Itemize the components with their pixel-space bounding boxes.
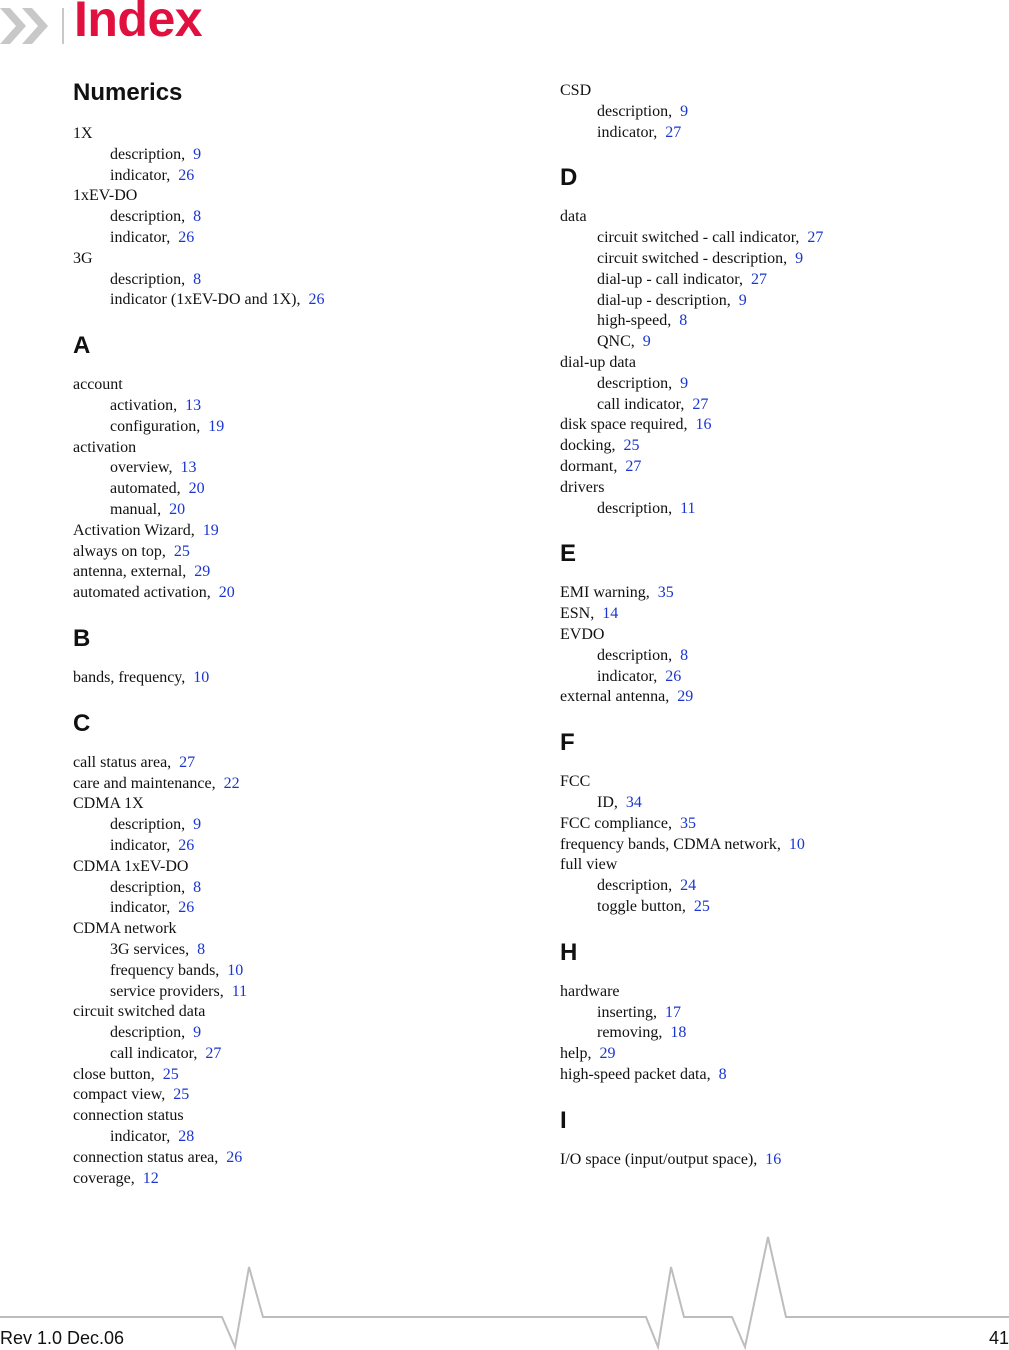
entry-text: automated activation, (73, 584, 211, 602)
page-header (0, 0, 400, 56)
entry-text: circuit switched - description, (597, 249, 788, 267)
entry-text: overview, (110, 459, 173, 477)
index-subentry (73, 1044, 493, 1065)
entry-text: EVDO (560, 625, 605, 643)
page-link[interactable]: 10 (227, 961, 244, 979)
entry-text: dial-up data (560, 353, 636, 371)
entry-text: high-speed packet data, (560, 1065, 711, 1083)
index-subentry (73, 815, 493, 836)
index-section (73, 78, 493, 311)
index-subentry (73, 1127, 493, 1148)
page-link[interactable]: 9 (795, 249, 804, 267)
index-entry (73, 186, 493, 207)
index-entry (560, 814, 980, 835)
index-section (73, 604, 493, 689)
entry-text: I/O space (input/output space), (560, 1150, 758, 1168)
entry-text: description, (597, 102, 673, 120)
entry-text: external antenna, (560, 688, 670, 706)
page-link[interactable]: 27 (205, 1044, 222, 1062)
index-entry (73, 1065, 493, 1086)
page-link[interactable]: 26 (665, 667, 682, 685)
page-link[interactable]: 22 (223, 774, 240, 792)
page-link[interactable]: 26 (308, 291, 325, 309)
index-entry (560, 81, 980, 102)
entry-text: always on top, (73, 542, 166, 560)
page-link[interactable]: 10 (193, 668, 210, 686)
entry-text: activation (73, 438, 137, 456)
page-link[interactable]: 20 (169, 500, 186, 518)
page-link[interactable]: 24 (680, 877, 697, 895)
index-subentry (560, 332, 980, 353)
entry-text: description, (110, 270, 186, 288)
index-entry (560, 583, 980, 604)
index-subentry (560, 270, 980, 291)
entry-text: ID, (597, 793, 618, 811)
index-entry (560, 625, 980, 646)
page-title: Index (74, 0, 203, 47)
page-link[interactable]: 27 (665, 123, 682, 141)
entry-text: automated, (110, 480, 181, 498)
index-entry (73, 857, 493, 878)
page-link[interactable]: 8 (193, 208, 202, 226)
index-subentry (73, 396, 493, 417)
page-link[interactable]: 8 (193, 270, 202, 288)
index-subentry (560, 793, 980, 814)
entry-text: CDMA 1X (73, 795, 144, 813)
index-entry (560, 1044, 980, 1065)
section-heading: A (73, 332, 91, 360)
entry-text: coverage, (73, 1169, 135, 1187)
index-section (560, 81, 980, 143)
entry-text: FCC (560, 773, 591, 791)
entry-text: description, (597, 499, 673, 517)
page-link[interactable]: 12 (142, 1169, 159, 1187)
index-subentry (73, 500, 493, 521)
page-link[interactable]: 25 (623, 437, 640, 455)
section-heading: B (73, 624, 91, 652)
index-entry (73, 124, 493, 145)
entry-text: CDMA network (73, 920, 177, 938)
index-subentry (73, 458, 493, 479)
index-subentry (560, 1023, 980, 1044)
entry-text: description, (597, 877, 673, 895)
entry-text: indicator, (110, 899, 171, 917)
entry-text: QNC, (597, 333, 635, 351)
chevrons-logo-icon (0, 4, 72, 48)
entry-text: high-speed, (597, 312, 672, 330)
index-subentry (73, 228, 493, 249)
entry-text: activation, (110, 396, 178, 414)
index-entry (560, 478, 980, 499)
section-heading: Numerics (73, 79, 183, 106)
page-link[interactable]: 29 (677, 688, 694, 706)
entry-text: full view (560, 856, 618, 874)
entry-text: call status area, (73, 753, 172, 771)
page-link[interactable]: 9 (193, 1024, 202, 1042)
entry-text: data (560, 208, 587, 226)
footer-wave-line (0, 1235, 1009, 1350)
page-link[interactable]: 20 (188, 480, 205, 498)
index-entry (560, 604, 980, 625)
entry-text: help, (560, 1045, 592, 1063)
page-link[interactable]: 26 (178, 228, 195, 246)
index-entry (73, 1002, 493, 1023)
index-entry (73, 794, 493, 815)
index-subentry (560, 374, 980, 395)
page-link[interactable]: 19 (208, 417, 225, 435)
index-entry (73, 919, 493, 940)
index-entry (73, 668, 493, 689)
page-link[interactable]: 16 (765, 1150, 782, 1168)
entry-text: indicator, (110, 836, 171, 854)
index-subentry (73, 898, 493, 919)
page-link[interactable]: 26 (178, 836, 195, 854)
entry-text: call indicator, (597, 395, 685, 413)
entry-text: connection status (73, 1107, 184, 1125)
index-subentry (560, 311, 980, 332)
page-link[interactable]: 27 (625, 457, 642, 475)
index-subentry (560, 291, 980, 312)
index-entry (73, 583, 493, 604)
page-link[interactable]: 26 (178, 899, 195, 917)
index-entry (73, 249, 493, 270)
page-link[interactable]: 9 (738, 291, 747, 309)
entry-text: description, (110, 145, 186, 163)
entry-text: 1X (73, 125, 93, 142)
page-link[interactable]: 13 (185, 396, 202, 414)
entry-text: indicator, (597, 667, 658, 685)
index-subentry (560, 897, 980, 918)
page-link[interactable]: 9 (680, 102, 689, 120)
entry-text: indicator (1xEV-DO and 1X), (110, 291, 301, 309)
index-entry (73, 1085, 493, 1106)
section-heading: D (560, 164, 578, 192)
entry-text: account (73, 376, 123, 394)
index-subentry (73, 270, 493, 291)
entry-text: hardware (560, 982, 620, 1000)
entry-text: configuration, (110, 417, 201, 435)
entry-text: bands, frequency, (73, 668, 186, 686)
index-left-column (73, 78, 493, 1189)
section-heading: H (560, 938, 578, 966)
entry-text: 3G services, (110, 940, 190, 958)
index-section (560, 918, 980, 1086)
page-link[interactable]: 9 (642, 333, 651, 351)
page-link[interactable]: 9 (193, 816, 202, 834)
index-subentry (560, 876, 980, 897)
index-right-column (560, 81, 980, 1170)
page-link[interactable]: 27 (750, 270, 767, 288)
index-subentry (73, 940, 493, 961)
entry-text: antenna, external, (73, 563, 187, 581)
entry-text: 3G (73, 249, 93, 267)
entry-text: close button, (73, 1065, 155, 1083)
entry-text: circuit switched - call indicator, (597, 229, 800, 247)
page-link[interactable]: 20 (218, 584, 235, 602)
entry-text: description, (110, 878, 186, 896)
index-entry (73, 1169, 493, 1190)
index-subentry (73, 961, 493, 982)
index-entry (73, 774, 493, 795)
index-entry (560, 436, 980, 457)
index-subentry (73, 836, 493, 857)
page-link[interactable]: 17 (665, 1003, 681, 1021)
footer-page-number: 41 (988, 1328, 1009, 1348)
index-entry (73, 753, 493, 774)
entry-text: ESN, (560, 605, 595, 623)
entry-text: indicator, (110, 166, 171, 184)
index-subentry (73, 290, 493, 311)
entry-text: FCC compliance, (560, 814, 672, 832)
index-subentry (560, 123, 980, 144)
page-link[interactable]: 25 (173, 542, 190, 560)
index-entry (73, 438, 493, 459)
entry-text: frequency bands, CDMA network, (560, 835, 781, 853)
entry-text: CDMA 1xEV-DO (73, 857, 189, 875)
entry-text: disk space required, (560, 416, 688, 434)
page-link[interactable]: 19 (202, 521, 219, 539)
section-heading: E (560, 540, 577, 568)
index-section (73, 689, 493, 1190)
page-link[interactable]: 13 (180, 459, 197, 477)
entry-text: drivers (560, 478, 605, 496)
index-subentry (560, 102, 980, 123)
index-subentry (73, 166, 493, 187)
index-entry (560, 1065, 980, 1086)
page-link[interactable]: 28 (178, 1128, 195, 1146)
index-entry (560, 1150, 980, 1171)
index-subentry (560, 646, 980, 667)
entry-text: manual, (110, 500, 162, 518)
entry-text: compact view, (73, 1086, 166, 1104)
index-subentry (73, 417, 493, 438)
page-link[interactable]: 25 (693, 897, 710, 915)
page-link[interactable]: 8 (197, 940, 206, 958)
entry-text: indicator, (597, 123, 658, 141)
index-entry (73, 375, 493, 396)
entry-text: dormant, (560, 457, 618, 475)
index-entry (73, 1106, 493, 1127)
page-link[interactable]: 14 (602, 605, 619, 623)
index-subentry (560, 228, 980, 249)
index-entry (560, 855, 980, 876)
entry-text: description, (110, 208, 186, 226)
index-subentry (73, 1023, 493, 1044)
entry-text: inserting, (597, 1003, 657, 1021)
index-entry (73, 542, 493, 563)
page-link[interactable]: 27 (807, 229, 824, 247)
section-heading: F (560, 729, 575, 757)
index-entry (560, 982, 980, 1003)
index-subentry (560, 667, 980, 688)
entry-text: description, (110, 816, 186, 834)
entry-text: description, (597, 646, 673, 664)
index-subentry (73, 982, 493, 1003)
page-link[interactable]: 29 (599, 1045, 616, 1063)
entry-text: connection status area, (73, 1148, 219, 1166)
entry-text: service providers, (110, 982, 224, 1000)
index-entry (73, 521, 493, 542)
page-link[interactable]: 8 (718, 1065, 727, 1083)
index-section (560, 143, 980, 519)
page-link[interactable]: 25 (162, 1065, 179, 1083)
index-subentry (560, 499, 980, 520)
page-link[interactable]: 11 (680, 499, 696, 517)
entry-text: Activation Wizard, (73, 521, 195, 539)
index-section (560, 519, 980, 708)
page-link[interactable]: 26 (178, 166, 195, 184)
page-link[interactable]: 29 (194, 563, 211, 581)
index-entry (560, 415, 980, 436)
index-section (560, 708, 980, 918)
index-subentry (73, 207, 493, 228)
page-link[interactable]: 8 (680, 646, 689, 664)
index-entry (560, 353, 980, 374)
index-entry (73, 1148, 493, 1169)
entry-text: indicator, (110, 1128, 171, 1146)
page-link[interactable]: 8 (193, 878, 202, 896)
index-entry (73, 562, 493, 583)
page-link[interactable]: 25 (173, 1086, 190, 1104)
index-subentry (73, 145, 493, 166)
page-link[interactable]: 35 (657, 584, 674, 602)
entry-text: 1xEV-DO (73, 187, 138, 205)
page-link[interactable]: 35 (679, 814, 696, 832)
index-section (560, 1086, 980, 1171)
entry-text: EMI warning, (560, 584, 650, 602)
index-subentry (73, 479, 493, 500)
page-link[interactable]: 9 (193, 145, 202, 163)
entry-text: indicator, (110, 228, 171, 246)
entry-text: frequency bands, (110, 961, 220, 979)
page-link[interactable]: 26 (226, 1148, 243, 1166)
entry-text: call indicator, (110, 1044, 198, 1062)
index-entry (560, 835, 980, 856)
page-link[interactable]: 27 (179, 753, 196, 771)
index-entry (560, 772, 980, 793)
page-link[interactable]: 8 (679, 312, 688, 330)
entry-text: dial-up - call indicator, (597, 270, 743, 288)
footer-revision: Rev 1.0 Dec.06 (0, 1328, 125, 1348)
entry-text: CSD (560, 82, 592, 99)
index-entry (560, 687, 980, 708)
index-subentry (73, 878, 493, 899)
entry-text: removing, (597, 1024, 663, 1042)
index-subentry (560, 395, 980, 416)
index-section (73, 311, 493, 604)
index-entry (560, 207, 980, 228)
entry-text: dial-up - description, (597, 291, 731, 309)
page-link[interactable]: 11 (231, 982, 248, 1000)
index-subentry (560, 1003, 980, 1024)
section-heading: C (73, 709, 91, 737)
index-subentry (560, 249, 980, 270)
entry-text: care and maintenance, (73, 774, 216, 792)
entry-text: docking, (560, 437, 616, 455)
entry-text: toggle button, (597, 897, 686, 915)
section-heading: I (560, 1106, 567, 1134)
page-link[interactable]: 27 (692, 395, 709, 413)
entry-text: description, (110, 1024, 186, 1042)
entry-text: description, (597, 374, 673, 392)
page-link[interactable]: 34 (625, 793, 642, 811)
page-link[interactable]: 9 (680, 374, 689, 392)
index-entry (560, 457, 980, 478)
page-link[interactable]: 18 (670, 1024, 687, 1042)
page-link[interactable]: 16 (695, 416, 712, 434)
entry-text: circuit switched data (73, 1003, 206, 1021)
page-link[interactable]: 10 (788, 835, 805, 853)
